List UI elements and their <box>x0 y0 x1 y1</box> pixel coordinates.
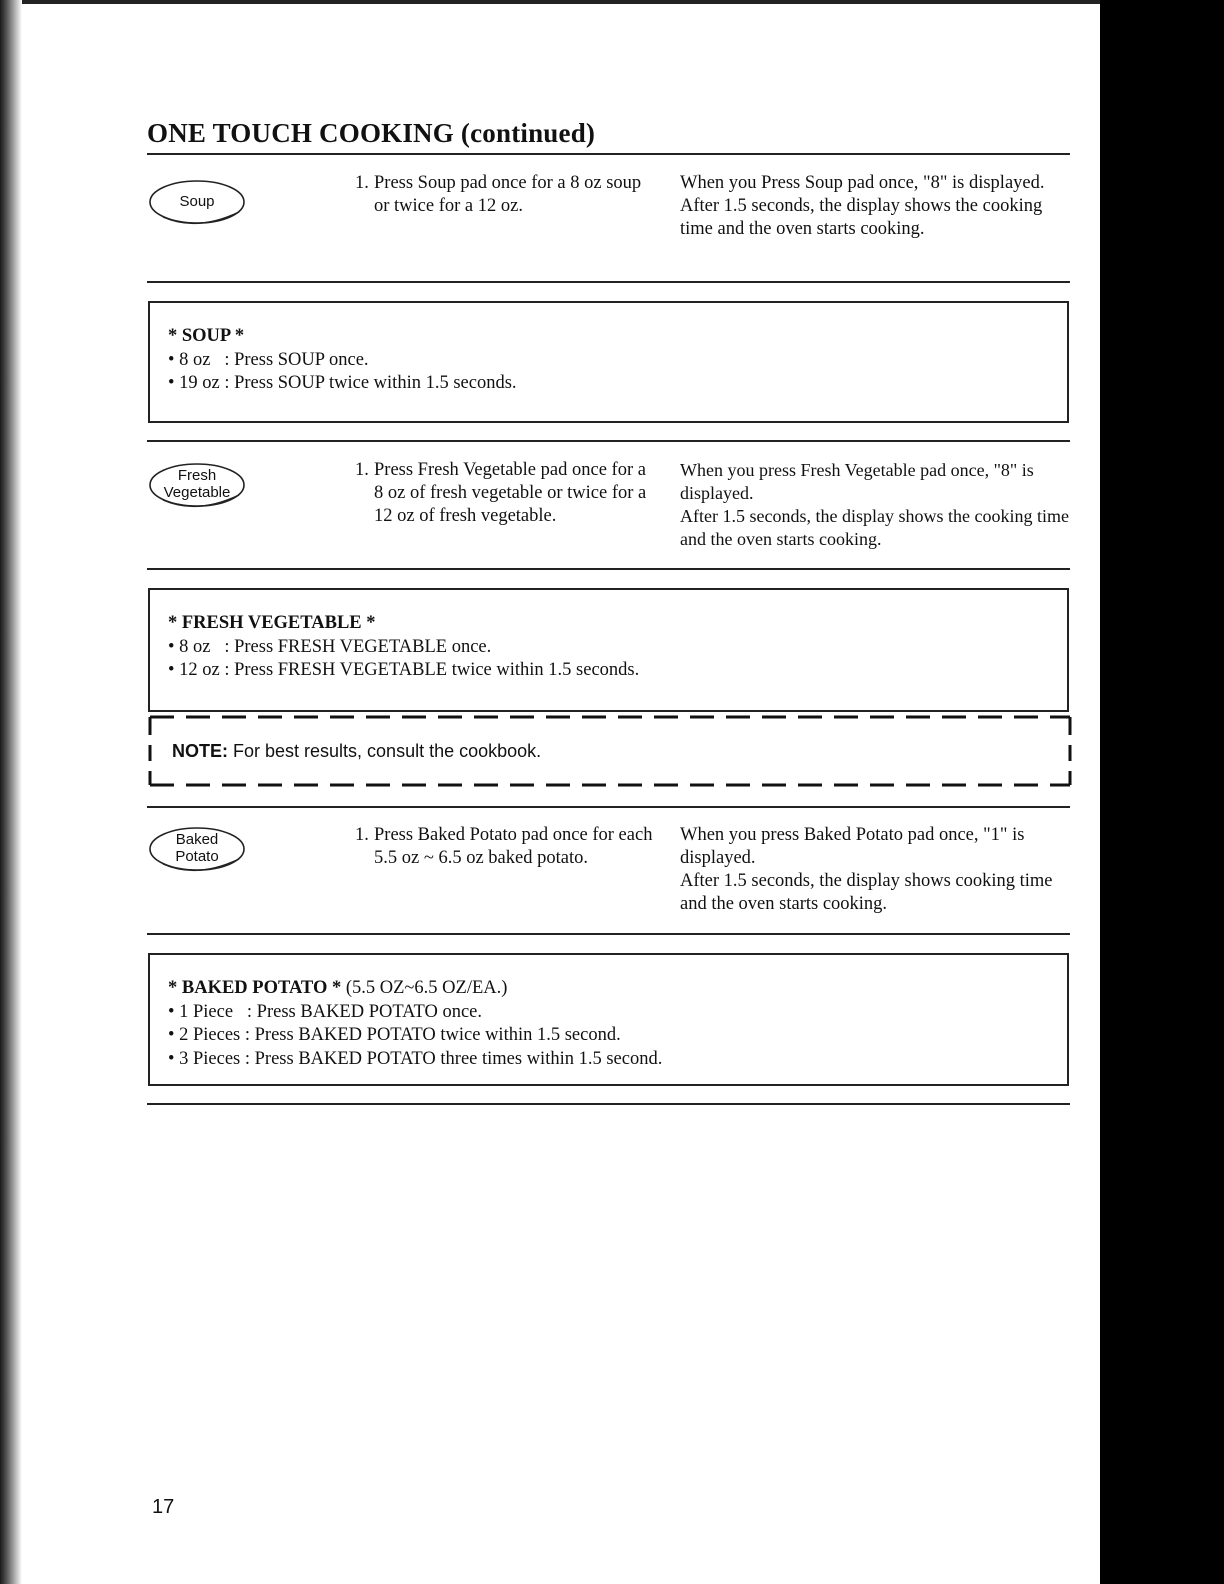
section-rule <box>147 568 1070 570</box>
scan-edge-left <box>0 0 22 1584</box>
soup-info-box <box>148 301 1069 423</box>
section-rule <box>147 440 1070 442</box>
pad-label-line: Baked <box>175 831 219 848</box>
step-number: 1. <box>355 173 369 193</box>
step-number: 1. <box>355 460 369 480</box>
box-title: * BAKED POTATO * <box>168 978 342 998</box>
baked-potato-info-box <box>148 953 1069 1086</box>
step-text: Press Soup pad once for a 8 oz soup or twice for a 12 oz. <box>374 173 642 216</box>
description-line: After 1.5 seconds, the display shows the cooking time and the oven starts cooking. <box>680 196 1043 239</box>
description-line: After 1.5 seconds, the display shows cooking time and the oven starts cooking. <box>680 871 1053 914</box>
pad-label-line: Potato <box>175 848 219 865</box>
soup-pad-icon <box>149 176 249 228</box>
scan-edge-top <box>0 0 1100 4</box>
box-line: • 2 Pieces : Press BAKED POTATO twice within 1.5 second. <box>168 1025 621 1045</box>
note-label: NOTE: <box>172 741 228 761</box>
pad-label-line: Fresh <box>177 467 217 484</box>
step-number: 1. <box>355 825 369 845</box>
baked-potato-step <box>355 824 655 870</box>
description-line: When you Press Soup pad once, "8" is displayed. <box>680 173 1045 193</box>
box-subtitle: (5.5 OZ~6.5 OZ/EA.) <box>341 978 508 998</box>
box-line: • 8 oz : Press SOUP once. <box>168 349 369 370</box>
fresh-vegetable-description <box>680 459 1070 551</box>
pad-label-line: Soup <box>179 192 215 210</box>
box-title: * SOUP * <box>168 326 245 346</box>
section-rule <box>147 281 1070 283</box>
description-line: After 1.5 seconds, the display shows the cooking time and the oven starts cooking. <box>680 506 1069 549</box>
box-line: • 1 Piece : Press BAKED POTATO once. <box>168 1001 482 1022</box>
baked-potato-description <box>680 824 1070 916</box>
fresh-vegetable-step <box>355 459 655 528</box>
box-line: • 12 oz : Press FRESH VEGETABLE twice within 1.5 seconds. <box>168 660 640 680</box>
description-line: When you press Fresh Vegetable pad once, "8" is displayed. <box>680 460 1034 503</box>
page-title: ONE TOUCH COOKING (continued) <box>147 118 596 148</box>
box-title: * FRESH VEGETABLE * <box>168 613 376 633</box>
title-rule <box>147 153 1070 155</box>
section-rule <box>147 933 1070 935</box>
box-line: • 3 Pieces : Press BAKED POTATO three times within 1.5 second. <box>168 1048 663 1069</box>
description-line: When you press Baked Potato pad once, "1" is displayed. <box>680 825 1025 868</box>
page-number: 17 <box>152 1496 175 1518</box>
section-rule <box>147 1103 1070 1105</box>
box-line: • 8 oz : Press FRESH VEGETABLE once. <box>168 636 492 657</box>
pad-label-line: Vegetable <box>163 484 231 501</box>
note-text: For best results, consult the cookbook. <box>228 741 542 761</box>
note-box <box>148 713 1072 789</box>
soup-description <box>680 172 1070 241</box>
fresh-vegetable-info-box <box>148 588 1069 712</box>
box-line: • 19 oz : Press SOUP twice within 1.5 seconds. <box>168 373 517 393</box>
section-rule <box>147 806 1070 808</box>
step-text: Press Baked Potato pad once for each 5.5 oz ~ 6.5 oz baked potato. <box>374 825 653 868</box>
fresh-vegetable-pad-icon <box>149 459 249 511</box>
soup-step <box>355 172 655 218</box>
baked-potato-pad-icon <box>149 823 249 875</box>
scan-edge-right <box>1100 0 1224 1584</box>
step-text: Press Fresh Vegetable pad once for a 8 oz of fresh vegetable or twice for a 12 oz of fresh vegetable. <box>374 460 647 526</box>
